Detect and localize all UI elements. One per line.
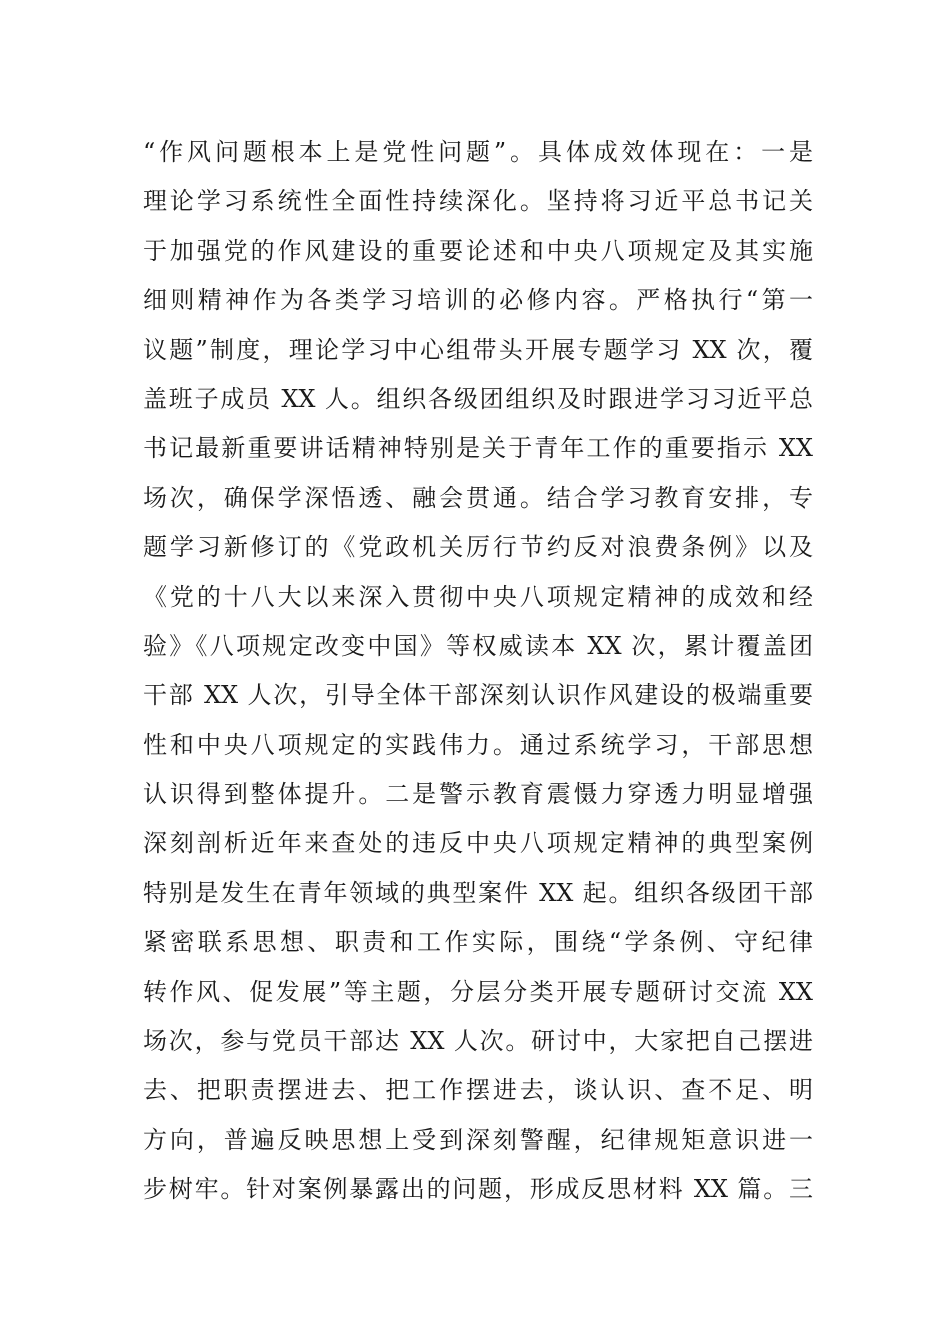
text-line-1: “作风问题根本上是党性问题”。具体成效体现在：一是 <box>143 138 813 166</box>
text-line-13: 性和中央八项规定的实践伟力。通过系统学习，干部思想 <box>143 730 813 759</box>
text-line-14: 认识得到整体提升。二是警示教育震慑力穿透力明显增强 <box>143 780 813 809</box>
body-paragraph <box>143 128 813 1215</box>
text-line-9: 题学习新修订的《党政机关厉行节约反对浪费条例》以及 <box>143 533 813 562</box>
text-line-3: 于加强党的作风建设的重要论述和中央八项规定及其实施 <box>143 236 813 265</box>
text-line-7: 书记最新重要讲话精神特别是关于青年工作的重要指示 XX <box>143 434 813 463</box>
text-line-2: 理论学习系统性全面性持续深化。坚持将习近平总书记关 <box>143 187 813 216</box>
text-line-8: 场次，确保学深悟透、融会贯通。结合学习教育安排，专 <box>143 483 813 512</box>
text-line-4: 细则精神作为各类学习培训的必修内容。严格执行“第一 <box>143 286 813 315</box>
text-line-21: 方向，普遍反映思想上受到深刻警醒，纪律规矩意识进一 <box>143 1125 813 1154</box>
text-line-22: 步树牢。针对案例暴露出的问题，形成反思材料 XX 篇。三 <box>143 1175 813 1204</box>
text-line-6: 盖班子成员 XX 人。组织各级团组织及时跟进学习习近平总 <box>143 384 813 413</box>
text-line-15: 深刻剖析近年来查处的违反中央八项规定精神的典型案例 <box>143 829 813 858</box>
text-line-11: 验》《八项规定改变中国》等权威读本 XX 次，累计覆盖团 <box>143 631 813 660</box>
text-line-12: 干部 XX 人次，引导全体干部深刻认识作风建设的极端重要 <box>143 681 813 710</box>
text-line-17: 紧密联系思想、职责和工作实际，围绕“学条例、守纪律 <box>143 928 813 957</box>
text-line-16: 特别是发生在青年领域的典型案件 XX 起。组织各级团干部 <box>143 878 813 907</box>
text-line-20: 去、把职责摆进去、把工作摆进去，谈认识、查不足、明 <box>143 1076 813 1105</box>
text-line-5: 议题”制度，理论学习中心组带头开展专题学习 XX 次，覆 <box>143 335 813 364</box>
text-line-19: 场次，参与党员干部达 XX 人次。研讨中，大家把自己摆进 <box>143 1027 813 1056</box>
text-line-18: 转作风、促发展”等主题，分层分类开展专题研讨交流 XX <box>143 977 813 1006</box>
text-line-10: 《党的十八大以来深入贯彻中央八项规定精神的成效和经 <box>143 582 813 611</box>
